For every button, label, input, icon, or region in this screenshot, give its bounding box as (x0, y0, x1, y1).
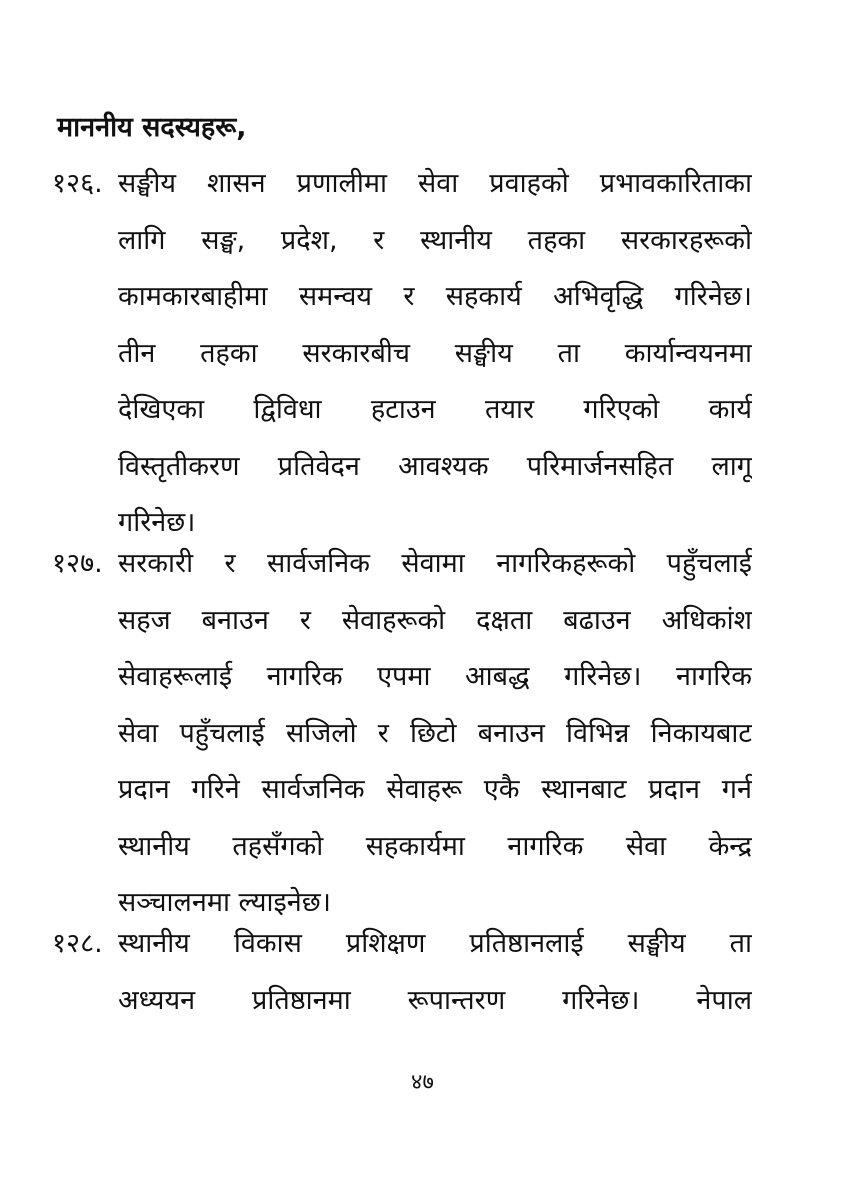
paragraph-body (118, 536, 752, 932)
paragraph-line: सहज बनाउन र सेवाहरूको दक्षता बढाउन अधिकांश (118, 604, 752, 636)
paragraph-line: कामकारबाहीमा समन्वय र सहकार्य अभिवृद्धि गरिनेछ। (118, 281, 752, 312)
paragraph-line: सेवा पहुँचलाई सजिलो र छिटो बनाउन विभिन्न निकायबाट (118, 717, 752, 749)
paragraph-line: सञ्चालनमा ल्याइनेछ। (118, 887, 331, 918)
paragraph-line: गरिनेछ। (118, 507, 196, 538)
paragraph-line: प्रदान गरिने सार्वजनिक सेवाहरू एकै स्थानबाट प्रदान गर्न (118, 774, 752, 805)
paragraph-body (118, 916, 752, 1029)
paragraph-number: १२८. (52, 928, 103, 959)
paragraph-line: तीन तहका सरकारबीच सङ्घीय ता कार्यान्वयनमा (118, 337, 752, 369)
paragraph-line: सेवाहरूलाई नागरिक एपमा आबद्ध गरिनेछ। नागरिक (118, 661, 752, 692)
paragraph-number: १२६. (52, 168, 103, 199)
paragraph-line: लागि सङ्घ, प्रदेश, र स्थानीय तहका सरकारहरूको (118, 224, 752, 256)
salutation-heading: माननीय सदस्यहरू, (57, 112, 247, 143)
page-number: ४७ (411, 1070, 434, 1095)
paragraph-line: सरकारी र सार्वजनिक सेवामा नागरिकहरूको पहुँचलाई (118, 548, 752, 579)
paragraph-line: देखिएका द्विविधा हटाउन तयार गरिएको कार्य (118, 394, 752, 425)
paragraph-128 (52, 916, 752, 1029)
paragraph-number: १२७. (52, 548, 103, 579)
paragraph-line: सङ्घीय शासन प्रणालीमा सेवा प्रवाहको प्रभावकारिताका (118, 168, 752, 199)
paragraph-line: स्थानीय विकास प्रशिक्षण प्रतिष्ठानलाई सङ्घीय ता (118, 928, 752, 959)
paragraph-line: अध्ययन प्रतिष्ठानमा रूपान्तरण गरिनेछ। नेपाल (118, 984, 752, 1016)
paragraph-body (118, 156, 752, 552)
paragraph-126 (52, 156, 752, 552)
paragraph-127 (52, 536, 752, 932)
paragraph-line: स्थानीय तहसँगको सहकार्यमा नागरिक सेवा केन्द्र (118, 830, 752, 862)
paragraph-line: विस्तृतीकरण प्रतिवेदन आवश्यक परिमार्जनसहित लागू (118, 450, 752, 482)
